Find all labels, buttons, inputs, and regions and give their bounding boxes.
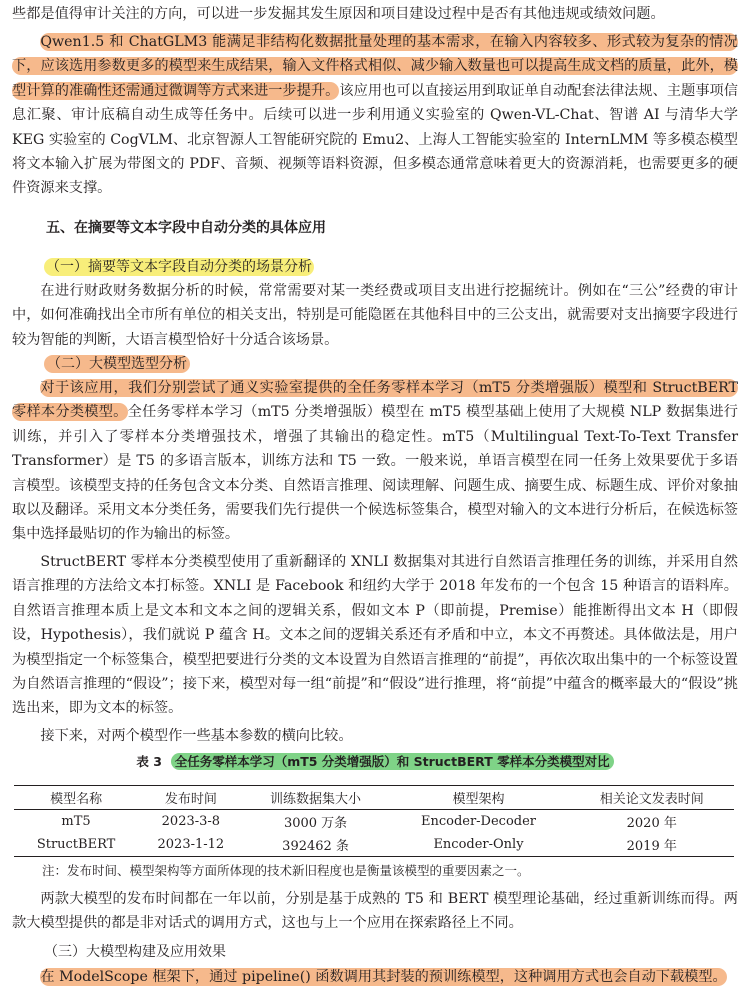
table-cell: StructBERT — [36, 837, 116, 852]
table-cell: Encoder-Decoder — [420, 814, 537, 829]
section-heading: 五、在摘要等文本字段中自动分类的具体应用 — [46, 220, 326, 236]
table-note: 注：发布时间、模型架构等方面所体现的技术新旧程度也是衡量该模型的重要因素之一。 — [42, 863, 530, 878]
highlight-green: 全任务零样本学习（mT5 分类增强版）和 StructBERT 零样本分类模型对比 — [171, 753, 614, 770]
table-row — [14, 833, 734, 857]
table-cell: 2023-1-12 — [157, 837, 225, 852]
paragraph-text: 全任务零样本学习（mT5 分类增强版）模型在 mT5 模型基础上使用了大规模 NLP 数据集进行训练，并引入了零样本分类增强技术，增强了其输出的稳定性。mT5（Multilingual Text-To-Text Transfer Transformer）是 T5 的多语言版本，训练方法和 T5 一致。一般来说，单语言模型在同一任务上效果要优于多语言模型。该模型支持的任务包含文本分类、自然语言推理、阅读理解、问题生成、摘要生成、标题生成、评价对象抽取以及翻译。采用文本分类任务，需要我们先行提供一个候选标签集合，模型对输入的文本进行分析后，在候选标签集中选择最贴切的作为输出的标签。 — [12, 404, 738, 543]
paragraph-after-table — [12, 887, 738, 936]
highlight-orange: （二）大模型选型分析 — [44, 355, 190, 373]
paragraph-compare-intro — [12, 724, 738, 748]
table-header-cell: 模型名称 — [50, 792, 103, 807]
table-label: 表 3 — [136, 754, 162, 769]
subsection-heading-2 — [12, 353, 190, 373]
table-header-row — [14, 786, 734, 810]
highlight-orange: 对于该应用，我们分别尝试了通义实验室提供的全任务零样本学习（mT5 分类增强版）模型和 StructBERT 零样本分类模型。 — [12, 380, 738, 421]
paragraph-intro-tail — [12, 2, 738, 26]
paragraph-scenario — [12, 279, 738, 352]
paragraph-text: 在进行财政财务数据分析的时候，常常需要对某一类经费或项目支出进行挖掘统计。例如在“三公”经费的审计中，如何准确找出全市所有单位的相关支出，特别是可能隐匿在其他科目中的三公支出，就需要对支出摘要字段进行较为智能的判断，大语言模型恰好十分适合该场景。 — [12, 283, 738, 348]
highlight-orange: Qwen1.5 和 ChatGLM3 能满足非结构化数据批量处理的基本需求，在输入内容较多、形式较为复杂的情况下，应该选用参数更多的模型来生成结果，输入文件格式相似、减少输入数量也可以提高生成文档的质量，此外，模型计算的准确性还需通过微调等方式来进一步提升。 — [12, 34, 738, 99]
paragraph-model-selection — [12, 376, 738, 547]
table-cell: 2023-3-8 — [161, 814, 221, 829]
table-cell: mT5 — [61, 814, 91, 829]
paragraph-text: 该应用也可以直接运用到取证单自动配套法律法规、主题事项信息汇聚、审计底稿自动生成等任务中。后续可以进一步利用通义实验室的 Qwen-VL-Chat、智谱 AI 与清华大学 KEG 实验室的 CogVLM、北京智源人工智能研究院的 Emu2、上海人工智能实验室的 InternLMM 等多模态模型将文本输入扩展为带图文的 PDF、音频、视频等语料资源，但多模态通常意味着更大的资源消耗，也需要更多的硬件资源来支撑。 — [12, 82, 738, 197]
table-row — [14, 810, 734, 834]
table-cell: 3000 万条 — [283, 816, 348, 831]
subsection-heading-1 — [12, 256, 314, 276]
highlight-yellow: （一）摘要等文本字段自动分类的场景分析 — [46, 259, 312, 275]
paragraph-structbert — [12, 550, 738, 721]
table-cell: Encoder-Only — [433, 837, 524, 852]
subsection-heading-3: （三）大模型构建及应用效果 — [44, 944, 226, 960]
table-cell: 392462 条 — [282, 839, 349, 854]
paragraph-text: 两款大模型的发布时间都在一年以前，分别是基于成熟的 T5 和 BERT 模型理论基础，经过重新训练而得。两款大模型提供的都是非对话式的调用方式，这也与上一个应用在探索路径上不同。 — [12, 891, 738, 932]
table-header-cell: 训练数据集大小 — [270, 792, 362, 807]
paragraph-text: 些都是值得审计关注的方向，可以进一步发掘其发生原因和项目建设过程中是否有其他违规或绩效问题。 — [12, 6, 665, 22]
highlight-orange: 在 ModelScope 框架下，通过 pipeline() 函数调用其封装的预训练模型，这种调用方式也会自动下载模型。 — [40, 969, 727, 985]
table-cell: 2020 年 — [626, 816, 677, 831]
paragraph-modelscope — [12, 965, 738, 989]
table-cell: 2019 年 — [626, 839, 677, 854]
paragraph-text: StructBERT 零样本分类模型使用了重新翻译的 XNLI 数据集对其进行自然语言推理任务的训练，并采用自然语言推理的方法给文本打标签。XNLI 是 Facebook 和纽约大学于 2018 年发布的一个包含 15 种语言的语料库。自然语言推理本质上是文本和文本之间的逻辑关系，假如文本 P（即前提，Premise）能推断得出文本 H（即假设，Hypothesis），我们就说 P 蕴含 H。文本之间的逻辑关系还有矛盾和中立，本文不再赘述。具体做法是，用户为模型指定一个标签集合，模型把要进行分类的文本设置为自然语言推理的“前提”，再依次取出集中的一个标签设置为自然语言推理的“假设”；接下来，模型对每一组“前提”和“假设”进行推理，将“前提”中蕴含的概率最大的“假设”挑选出来，即为文本的标签。 — [12, 554, 738, 717]
paragraph-text: 接下来，对两个模型作一些基本参数的横向比较。 — [40, 728, 353, 744]
table-caption — [12, 752, 738, 770]
table-header-cell: 模型架构 — [452, 792, 505, 807]
paragraph-qwen-summary — [12, 30, 738, 201]
comparison-table — [14, 785, 734, 857]
table-header-cell: 相关论文发表时间 — [599, 792, 704, 807]
table-header-cell: 发布时间 — [164, 792, 217, 807]
